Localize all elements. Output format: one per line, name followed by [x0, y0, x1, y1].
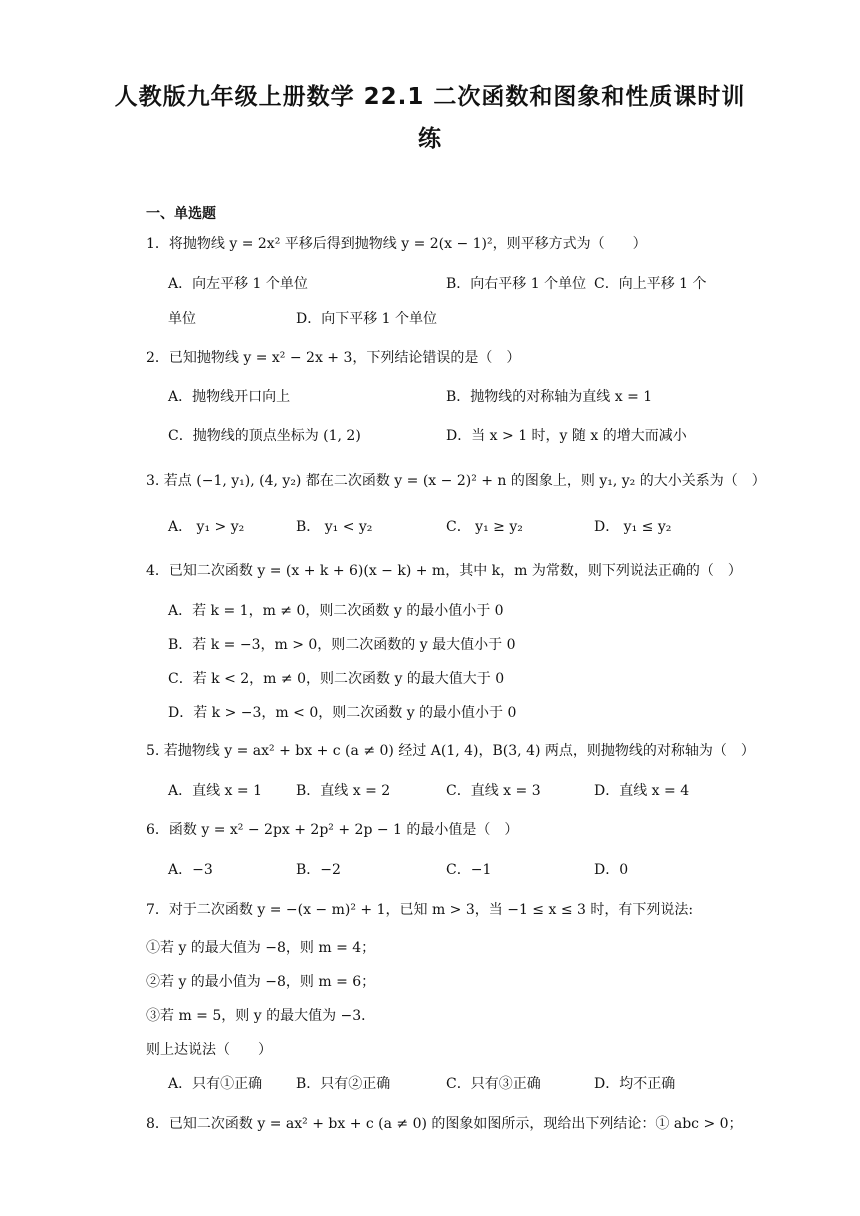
question-4-option-d: D．若 k > −3，m < 0，则二次函数 y 的最小值小于 0 — [168, 705, 517, 721]
question-8-stem: 8．已知二次函数 y = ax² + bx + c (a ≠ 0) 的图象如图所示，现给出下列结论：① abc > 0； — [146, 1116, 743, 1132]
question-3-option-c: C． y₁ ≥ y₂ — [446, 519, 523, 535]
question-7-option-b: B．只有②正确 — [296, 1076, 391, 1092]
question-3-option-d: D． y₁ ≤ y₂ — [594, 519, 672, 535]
question-4-option-c: C．若 k < 2，m ≠ 0，则二次函数 y 的最大值大于 0 — [168, 671, 505, 687]
question-7-option-c: C．只有③正确 — [446, 1076, 541, 1092]
question-2-option-c: C．抛物线的顶点坐标为 (1, 2) — [168, 428, 361, 444]
question-6-option-a: A．−3 — [168, 862, 213, 878]
question-4-option-b: B．若 k = −3，m > 0，则二次函数的 y 最大值小于 0 — [168, 637, 516, 653]
question-4-stem: 4．已知二次函数 y = (x + k + 6)(x − k) + m，其中 k，m 为常数，则下列说法正确的（ ） — [146, 563, 742, 579]
question-6-stem: 6．函数 y = x² − 2px + 2p² + 2p − 1 的最小值是（ ） — [146, 822, 519, 838]
question-7-option-d: D．均不正确 — [594, 1076, 676, 1092]
question-1-option-a: A．向左平移 1 个单位 — [168, 276, 308, 292]
question-1-option-d: D．向下平移 1 个单位 — [296, 311, 438, 327]
question-5-option-a: A．直线 x = 1 — [168, 783, 262, 799]
section-heading: 一、单选题 — [146, 206, 216, 222]
question-5-stem: 5. 若抛物线 y = ax² + bx + c (a ≠ 0) 经过 A(1, 4)，B(3, 4) 两点，则抛物线的对称轴为（ ） — [146, 743, 755, 759]
question-7-statement-1: ①若 y 的最大值为 −8，则 m = 4； — [146, 940, 376, 956]
question-3-option-a: A． y₁ > y₂ — [168, 519, 245, 535]
question-7-statement-3: ③若 m = 5，则 y 的最大值为 −3． — [146, 1008, 376, 1024]
document-title-continued: 练 — [418, 126, 442, 152]
question-3-stem: 3. 若点 (−1, y₁), (4, y₂) 都在二次函数 y = (x − 2)² + n 的图象上，则 y₁, y₂ 的大小关系为（ ） — [146, 473, 766, 489]
question-1-stem: 1．将抛物线 y = 2x² 平移后得到抛物线 y = 2(x − 1)²，则平移方式为（ ） — [146, 236, 647, 252]
question-5-option-d: D．直线 x = 4 — [594, 783, 690, 799]
question-1-option-b: B．向右平移 1 个单位 — [446, 276, 587, 292]
question-7-statement-2: ②若 y 的最小值为 −8，则 m = 6； — [146, 974, 376, 990]
question-7-prompt: 则上达说法（ ） — [146, 1042, 272, 1058]
question-5-option-c: C．直线 x = 3 — [446, 783, 541, 799]
question-3-option-b: B． y₁ < y₂ — [296, 519, 373, 535]
question-4-option-a: A．若 k = 1，m ≠ 0，则二次函数 y 的最小值小于 0 — [168, 603, 504, 619]
question-6-option-c: C．−1 — [446, 862, 492, 878]
question-7-stem: 7．对于二次函数 y = −(x − m)² + 1，已知 m > 3，当 −1 ≤ x ≤ 3 时，有下列说法: — [146, 902, 694, 918]
question-2-stem: 2．已知抛物线 y = x² − 2x + 3，下列结论错误的是（ ） — [146, 350, 521, 366]
document-title: 人教版九年级上册数学 22.1 二次函数和图象和性质课时训 — [114, 84, 746, 110]
question-1-option-c: C．向上平移 1 个 — [594, 276, 707, 292]
question-6-option-b: B．−2 — [296, 862, 341, 878]
question-7-option-a: A．只有①正确 — [168, 1076, 263, 1092]
question-6-option-d: D．0 — [594, 862, 629, 878]
question-5-option-b: B．直线 x = 2 — [296, 783, 391, 799]
question-1-option-c-continued: 单位 — [168, 311, 196, 327]
question-2-option-a: A．抛物线开口向上 — [168, 389, 291, 405]
question-2-option-b: B．抛物线的对称轴为直线 x = 1 — [446, 389, 653, 405]
question-2-option-d: D．当 x > 1 时，y 随 x 的增大而减小 — [446, 428, 687, 444]
